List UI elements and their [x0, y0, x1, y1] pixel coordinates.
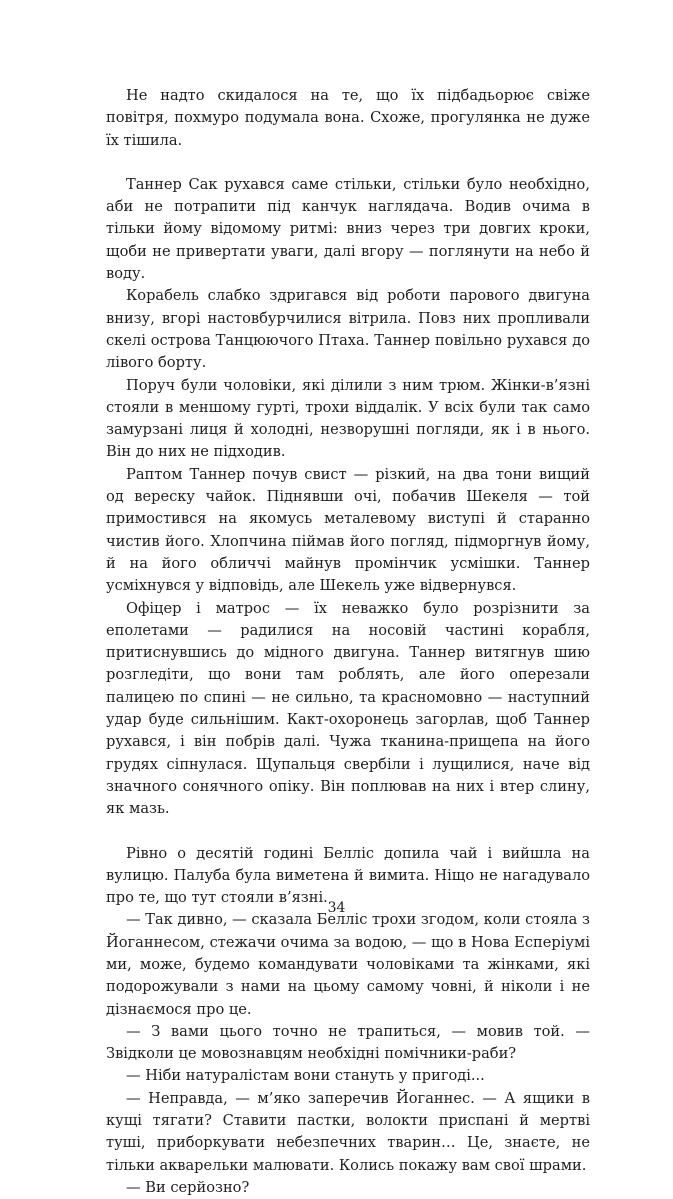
paragraph: Раптом Таннер почув свист — різкий, на два тони вищий од вереску чайок. Піднявши очі, побачив Шекеля — той примостився на якомусь металевому виступі й старанно чистив його. Хлопчина піймав його погляд, підморгнув йому, й на його обличчі майнув промінчик усмішки. Таннер усміхнувся у відповідь, але Шекель уже відвернувся. [106, 465, 590, 595]
paragraph: Таннер Сак рухався саме стільки, стільки було необхідно, аби не потрапити під канчук наглядача. Водив очима в тільки йому відомому ритмі: вниз через три довгих кроки, щоби не привертати уваги, далі вгору — поглянути на небо й воду. [106, 175, 590, 283]
paragraph: Поруч були чоловіки, які ділили з ним трюм. Жінки-в’язні стояли в меншому гурті, трохи віддалік. У всіх були так само замурзані лиця й холодні, незворушні погляди, як і в нього. Він до них не підходив. [106, 376, 590, 461]
paragraph: — Неправда, — м’яко заперечив Йоганнес. — А ящики в кущі тягати? Ставити пастки, волокти приспані й мертві туші, приборкувати небезпечних тварин… Це, знаєте, не тільки акварельки малювати. Колись покажу вам свої шрами. [106, 1089, 590, 1174]
paragraph: — З вами цього точно не трапиться, — мовив той. — Звідколи це мовознавцям необхідні помічники-раби? [106, 1022, 590, 1063]
paragraph: — Ніби натуралістам вони стануть у пригоді... [126, 1067, 485, 1085]
paragraph: Корабель слабко здригався від роботи парового двигуна внизу, вгорі настовбурчилися вітрила. Повз них пропливали скелі острова Танцюючого Птаха. Таннер повільно рухався до лівого борту. [106, 287, 590, 372]
page-number: 34 [327, 900, 346, 916]
body-text [106, 85, 590, 1199]
paragraph: Офіцер і матрос — їх неважко було розрізнити за еполетами — радилися на носовій частині корабля, притиснувшись до мідного двигуна. Таннер витягнув шию розгледіти, що вони там роблять, але його оперезали палицею по спині — не сильно, та красномовно — наступний удар буде сильнішим. Какт-охоронець загорлав, щоб Таннер рухався, і він побрів далі. Чужа тканина-прищепа на його грудях сіпнулася. Щупальця свербіли і лущилися, наче від значного сонячного опіку. Він поплював на них і втер слину, як мазь. [106, 599, 590, 818]
paragraph: — Так дивно, — сказала Белліс трохи згодом, коли стояла з Йоганнесом, стежачи очима за водою, — що в Нова Есперіумі ми, може, будемо командувати чоловіками та жінками, які подорожували з нами на цьому самому човні, й ніколи і не дізнаємося про це. [106, 911, 590, 1018]
paragraph: Не надто скидалося на те, що їх підбадьорює свіже повітря, похмуро подумала вона. Схоже, прогулянка не дуже їх тішила. [106, 87, 590, 149]
paragraph: Рівно о десятій годині Белліс допила чай і вийшла на вулицю. Палуба була виметена й вимита. Ніщо не нагадувало про те, що тут стояли в’язні. [106, 844, 590, 907]
paragraph: — Ви серйозно? [126, 1178, 250, 1196]
